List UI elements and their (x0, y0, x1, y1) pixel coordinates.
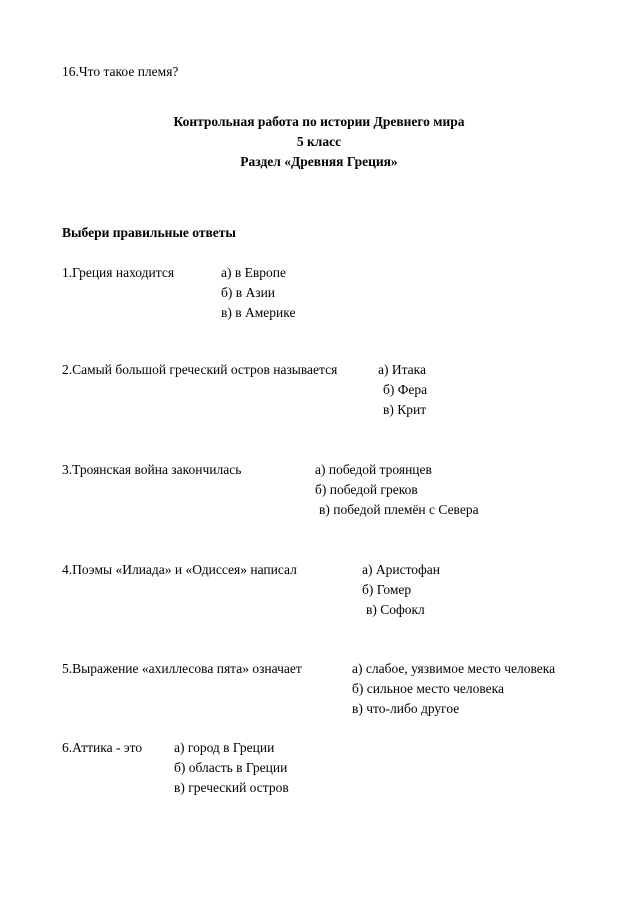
question-1-option-b: б) в Азии (221, 285, 276, 300)
question-5-text: 5.Выражение «ахиллесова пята» означает (62, 661, 302, 676)
question-5-option-b: б) сильное место человека (352, 681, 504, 696)
question-2-option-c: в) Крит (383, 402, 427, 417)
section-title: Раздел «Древняя Греция» (240, 154, 398, 169)
question-6-option-c: в) греческий остров (174, 780, 289, 795)
question-1-option-c: в) в Америке (221, 305, 296, 320)
question-4-option-b: б) Гомер (362, 582, 412, 597)
grade-label: 5 класс (296, 134, 342, 149)
question-1-text: 1.Греция находится (62, 265, 175, 280)
question-4-option-c: в) Софокл (366, 602, 425, 617)
question-2-option-b: б) Фера (383, 382, 428, 397)
question-6-text: 6.Аттика - это (62, 740, 143, 755)
question-1-option-a: а) в Европе (221, 265, 286, 280)
question-4-option-a: а) Аристофан (362, 562, 441, 577)
question-3-option-a: а) победой троянцев (315, 462, 432, 477)
question-5-option-c: в) что-либо другое (352, 701, 460, 716)
question-2-text: 2.Самый большой греческий остров называется (62, 362, 338, 377)
question-2-option-a: а) Итака (378, 362, 427, 377)
question-3-option-b: б) победой греков (315, 482, 418, 497)
question-3-text: 3.Троянская война закончилась (62, 462, 242, 477)
question-16: 16.Что такое племя? (62, 64, 179, 79)
page-title: Контрольная работа по истории Древнего мира (173, 114, 465, 129)
question-4-text: 4.Поэмы «Илиада» и «Одиссея» написал (62, 562, 297, 577)
question-6-option-b: б) область в Греции (174, 760, 288, 775)
instruction: Выбери правильные ответы (62, 225, 236, 240)
question-6-option-a: а) город в Греции (174, 740, 275, 755)
question-5-option-a: а) слабое, уязвимое место человека (352, 661, 556, 676)
question-3-option-c: в) победой племён с Севера (319, 502, 479, 517)
